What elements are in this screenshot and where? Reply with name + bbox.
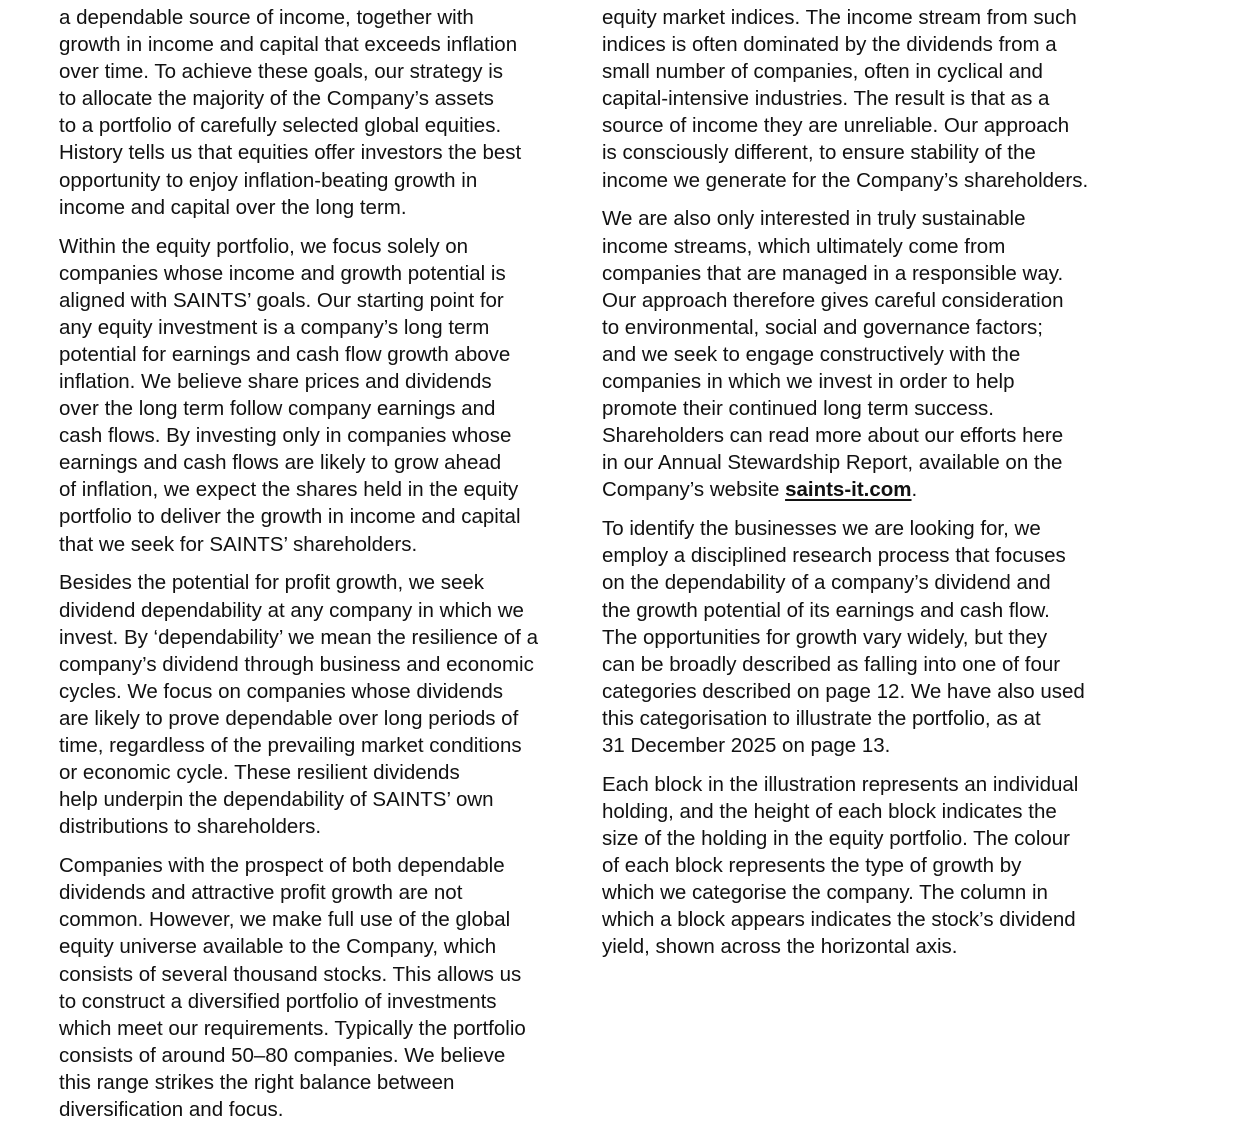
text-line: cycles. We focus on companies whose dividends	[59, 679, 504, 703]
left-paragraph-1	[59, 4, 599, 221]
text-line: to allocate the majority of the Company’s assets	[59, 87, 494, 111]
text-line: Shareholders can read more about our efforts here	[602, 424, 1064, 448]
text-line: equity market indices. The income stream from such	[602, 6, 1077, 29]
text-line: We are also only interested in truly sustainable	[602, 207, 1026, 231]
text-line: a dependable source of income, together with	[59, 6, 474, 29]
text-line: holding, and the height of each block indicates the	[602, 800, 1057, 824]
right-paragraph-1	[602, 4, 1142, 194]
text-line: and we seek to engage constructively with the	[602, 342, 1021, 366]
text-line: to environmental, social and governance factors;	[602, 315, 1044, 339]
text-line: this categorisation to illustrate the portfolio, as at	[602, 706, 1041, 730]
text-line: inflation. We believe share prices and dividends	[59, 370, 492, 394]
text-line: indices is often dominated by the dividends from a	[602, 33, 1057, 57]
text-line: The opportunities for growth vary widely, but they	[602, 625, 1048, 649]
text-line: on the dependability of a company’s dividend and	[602, 571, 1051, 595]
website-link[interactable]: saints-it.com	[785, 478, 912, 502]
text-line: diversification and focus.	[59, 1098, 284, 1122]
text-line: of inflation, we expect the shares held in the equity	[59, 478, 519, 502]
right-paragraph-2	[602, 205, 1142, 503]
text-line: in our Annual Stewardship Report, available on the	[602, 451, 1063, 475]
text-line: Companies with the prospect of both dependable	[59, 854, 505, 878]
text-line: this range strikes the right balance between	[59, 1070, 455, 1094]
website-line	[602, 476, 1142, 503]
website-prefix: Company’s website	[602, 478, 786, 502]
text-line: company’s dividend through business and economic	[59, 652, 534, 676]
text-line: income streams, which ultimately come from	[602, 234, 1006, 258]
text-line: employ a disciplined research process that focuses	[602, 544, 1066, 568]
text-line: small number of companies, often in cyclical and	[602, 60, 1043, 84]
text-line: consists of several thousand stocks. This allows us	[59, 962, 522, 986]
left-column	[59, 4, 599, 1133]
text-line: categories described on page 12. We have also used	[602, 679, 1085, 703]
text-line: earnings and cash flows are likely to grow ahead	[59, 451, 502, 475]
text-line: Besides the potential for profit growth, we seek	[59, 571, 485, 595]
text-line: income we generate for the Company’s shareholders.	[602, 168, 1089, 192]
text-line: income and capital over the long term.	[59, 195, 407, 219]
text-line: History tells us that equities offer investors the best	[59, 141, 522, 165]
text-line: cash flows. By investing only in companies whose	[59, 424, 512, 448]
text-line: that we seek for SAINTS’ shareholders.	[59, 532, 418, 556]
text-line: companies in which we invest in order to help	[602, 370, 1015, 394]
text-line: time, regardless of the prevailing market conditions	[59, 734, 522, 758]
left-paragraph-2	[59, 233, 599, 558]
text-line: opportunity to enjoy inflation-beating growth in	[59, 168, 478, 192]
text-line: Each block in the illustration represents an individual	[602, 772, 1079, 796]
text-line: aligned with SAINTS’ goals. Our starting point for	[59, 288, 504, 312]
text-line: source of income they are unreliable. Our approach	[602, 114, 1070, 138]
text-line: 31 December 2025 on page 13.	[602, 734, 891, 758]
text-line: growth in income and capital that exceeds inflation	[59, 33, 518, 57]
text-line: consists of around 50–80 companies. We believe	[59, 1043, 506, 1067]
text-line: to construct a diversified portfolio of investments	[59, 989, 497, 1013]
text-line: companies that are managed in a responsible way.	[602, 261, 1064, 285]
text-line: which we categorise the company. The column in	[602, 881, 1048, 905]
left-paragraph-3	[59, 569, 599, 840]
text-line: invest. By ‘dependability’ we mean the resilience of a	[59, 625, 538, 649]
website-suffix: .	[911, 478, 918, 502]
left-paragraph-4	[59, 852, 599, 1123]
text-line: Within the equity portfolio, we focus solely on	[59, 234, 469, 258]
right-paragraph-3	[602, 515, 1142, 759]
text-line: can be broadly described as falling into one of four	[602, 652, 1061, 676]
text-line: Our approach therefore gives careful consideration	[602, 288, 1064, 312]
text-line: equity universe available to the Company, which	[59, 935, 497, 959]
text-line: help underpin the dependability of SAINTS’ own	[59, 788, 494, 812]
text-line: portfolio to deliver the growth in income and capital	[59, 505, 521, 529]
right-paragraph-4	[602, 771, 1142, 961]
text-line: yield, shown across the horizontal axis.	[602, 935, 958, 959]
text-line: is consciously different, to ensure stability of the	[602, 141, 1036, 165]
text-line: dividends and attractive profit growth are not	[59, 881, 463, 905]
text-line: the growth potential of its earnings and cash flow.	[602, 598, 1050, 622]
text-line: companies whose income and growth potential is	[59, 261, 506, 285]
right-column	[602, 4, 1142, 972]
text-line: are likely to prove dependable over long periods of	[59, 706, 519, 730]
text-line: or economic cycle. These resilient dividends	[59, 761, 460, 785]
text-line: promote their continued long term success.	[602, 397, 994, 421]
text-line: common. However, we make full use of the global	[59, 908, 511, 932]
text-line: to a portfolio of carefully selected global equities.	[59, 114, 502, 138]
text-line: dividend dependability at any company in which we	[59, 598, 524, 622]
text-line: which a block appears indicates the stock’s dividend	[602, 908, 1076, 932]
text-line: distributions to shareholders.	[59, 815, 322, 839]
text-line: over time. To achieve these goals, our strategy is	[59, 60, 504, 84]
text-line: over the long term follow company earnings and	[59, 397, 496, 421]
text-line: capital-intensive industries. The result is that as a	[602, 87, 1050, 111]
text-line: potential for earnings and cash flow growth above	[59, 342, 511, 366]
text-line: of each block represents the type of growth by	[602, 854, 1022, 878]
text-line: To identify the businesses we are looking for, we	[602, 517, 1041, 541]
text-line: any equity investment is a company’s long term	[59, 315, 490, 339]
text-line: which meet our requirements. Typically the portfolio	[59, 1016, 526, 1040]
text-line: size of the holding in the equity portfolio. The colour	[602, 827, 1070, 851]
